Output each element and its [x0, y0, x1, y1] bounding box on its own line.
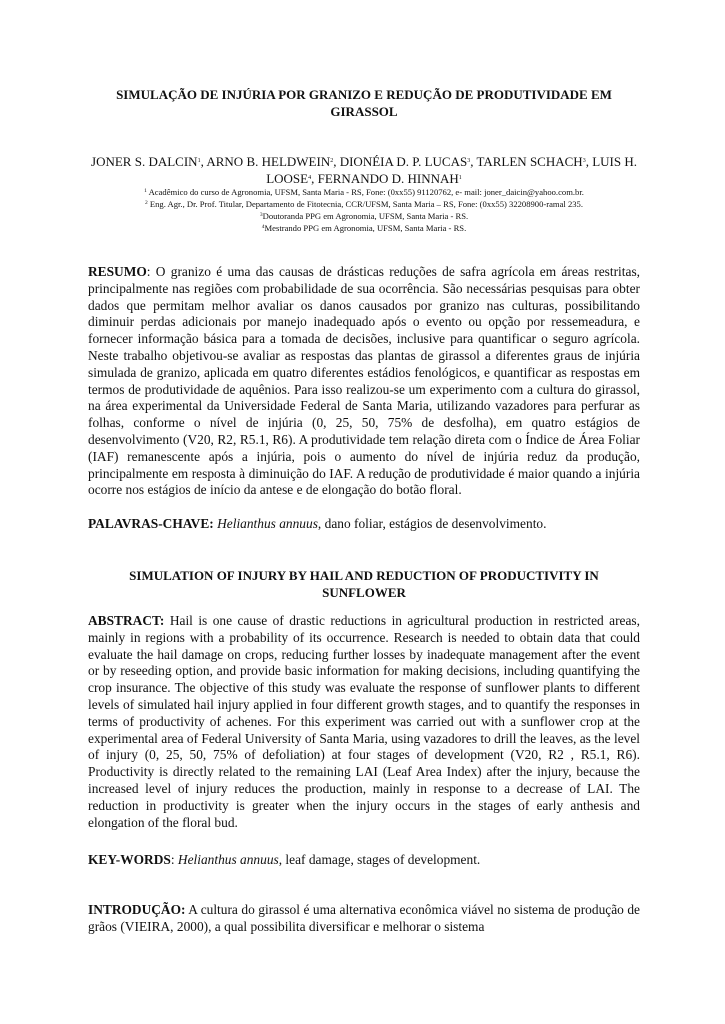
- author-affiliation-mark: 2: [330, 158, 334, 164]
- keywords-pt-label: PALAVRAS-CHAVE:: [88, 516, 214, 531]
- affiliation-line: [88, 198, 640, 210]
- resumo-label: RESUMO: [88, 264, 147, 279]
- affiliation-text: Acadêmico do curso de Agronomia, UFSM, Santa Maria - RS, Fone: (0xx55) 91120762, e- mail: joner_daicin@yahoo.com.br.: [148, 187, 584, 197]
- author-name: , ARNO B. HELDWEIN: [200, 154, 331, 169]
- affiliation-mark: 3: [259, 212, 263, 218]
- author-name: , DIONÉIA D. P. LUCAS: [333, 154, 468, 169]
- keywords-en-label: KEY-WORDS: [88, 852, 171, 867]
- introducao-label: INTRODUÇÃO:: [88, 902, 186, 917]
- abstract-paragraph: [88, 613, 640, 831]
- author-name: , TARLEN SCHACH: [470, 154, 583, 169]
- affiliation-text: Mestrando PPG em Agronomia, UFSM, Santa Maria - RS.: [264, 223, 467, 233]
- author-name: JONER S. DALCIN: [91, 154, 198, 169]
- author-affiliation-mark: 3: [582, 158, 586, 164]
- keywords-en-species: Helianthus annuus: [177, 852, 279, 867]
- affiliation-mark: 2: [144, 200, 148, 206]
- affiliation-mark: 1: [144, 188, 147, 194]
- introducao-paragraph: [88, 902, 640, 936]
- author-affiliation-mark: 1: [458, 175, 462, 181]
- author-name: , LUIS H. LOOSE: [266, 154, 637, 186]
- abstract-label: ABSTRACT:: [88, 613, 165, 628]
- author-affiliation-mark: 4: [308, 175, 312, 181]
- affiliation-line: [88, 222, 640, 234]
- affiliation-text: Doutoranda PPG em Agronomia, UFSM, Santa Maria - RS.: [262, 211, 469, 221]
- keywords-pt-species: Helianthus annuus: [217, 516, 318, 531]
- keywords-en-rest: , leaf damage, stages of development.: [278, 852, 481, 867]
- title-english: SIMULATION OF INJURY BY HAIL AND REDUCTION OF PRODUCTIVITY IN SUNFLOWER: [129, 568, 599, 600]
- affiliation-list: [88, 186, 640, 234]
- affiliation-line: [88, 210, 640, 222]
- keywords-english: [88, 852, 640, 869]
- author-name: , FERNANDO D. HINNAH: [311, 171, 459, 186]
- author-list: [88, 153, 640, 187]
- author-affiliation-mark: 3: [467, 158, 471, 164]
- keywords-pt-rest: , dano foliar, estágios de desenvolvimento.: [317, 516, 547, 531]
- introducao-text: A cultura do girassol é uma alternativa econômica viável no sistema de produção de grãos (VIEIRA, 2000), a qual possibilita diversificar e melhorar o sistema: [88, 902, 640, 934]
- affiliation-text: Eng. Agr., Dr. Prof. Titular, Departamento de Fitotecnia, CCR/UFSM, Santa Maria – RS, Fone: (0xx55) 32208900-ramal 235.: [149, 199, 584, 209]
- title-portuguese: SIMULAÇÃO DE INJÚRIA POR GRANIZO E REDUÇÃO DE PRODUTIVIDADE EM GIRASSOL: [116, 87, 612, 119]
- affiliation-line: [88, 186, 640, 198]
- author-affiliation-mark: 1: [197, 158, 201, 164]
- keywords-en-separator: :: [170, 852, 178, 867]
- affiliation-mark: 4: [261, 224, 265, 230]
- resumo-text: : O granizo é uma das causas de drásticas reduções de safra agrícola em áreas restritas, principalmente nas regiões com probabilidade de sua ocorrência. São necessárias pesquisas para obter dados que permitam melhor avaliar os danos causados por granizo nas culturas, possibilitando diminuir perdas adicionais por manejo inadequado após o evento ou opção por ressemeadura, e fornecer informação básica para a tomada de decisões, inclusive para quantificar o seguro agrícola. Neste trabalho objetivou-se avaliar as respostas das plantas de girassol a diferentes graus de injúria simulada de granizo, aplicada em quatro diferentes estádios fenológicos, e quantificar as respostas em termos de produtividade de aquênios. Para isso realizou-se um experimento com a cultura do girassol, na área experimental da Universidade Federal de Santa Maria, utilizando vazadores para perfurar as folhas, conforme o nível de injúria (0, 25, 50, 75% de desfolha), em quatro estágios de desenvolvimento (V20, R2, R5.1, R6). A produtividade tem relação direta com o Índice de Área Foliar (IAF) remanescente após a injúria, pois o aumento do nível de injúria reduz da produção, principalmente em resposta à diminuição do IAF. A redução de produtividade é maior quando a injúria ocorre nos estágios de início da antese e de elongação do botão floral.: [88, 264, 640, 498]
- resumo-paragraph: [88, 264, 640, 499]
- abstract-text: Hail is one cause of drastic reductions in agricultural production in restricted areas, mainly in regions with a probability of its occurrence. Research is needed to obtain data that could evaluate the hail damage on crops, reducing further losses by inadequate management after the event or by reseeding option, and provide basic information for making decisions, including quantifying the crop insurance. The objective of this study was evaluate the response of sunflower plants to different levels of simulated hail injury applied in four different growth stages, and to quantify the responses in terms of productivity of achenes. For this experiment was carried out with a sunflower crop at the experimental area of Federal University of Santa Maria, using vazadores to drill the leaves, as the level of injury (0, 25, 50, 75% of defoliation) at four stages of development (V20, R2 , R5.1, R6). Productivity is directly related to the remaining LAI (Leaf Area Index) after the injury, because the increased level of injury reduces the production, mainly in response to a decrease of LAI. The reduction in productivity is greater when the injury occurs in the stages of early anthesis and elongation of the floral bud.: [88, 613, 640, 830]
- keywords-portuguese: [88, 516, 640, 533]
